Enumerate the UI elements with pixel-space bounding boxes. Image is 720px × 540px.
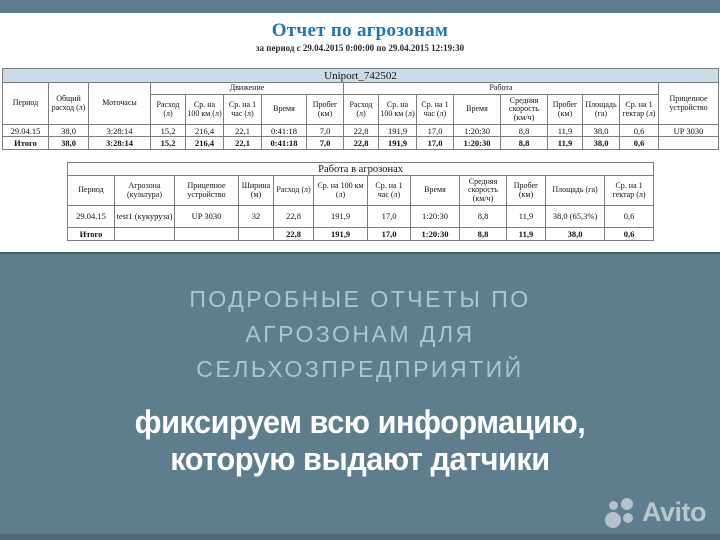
col-header: Моточасы — [89, 83, 151, 125]
hero-banner — [0, 252, 720, 540]
cell: 191,9 — [379, 125, 417, 137]
col-header: Ср. на 100 км (л) — [379, 95, 417, 125]
group-header-work: Работа — [344, 83, 659, 95]
table-row — [68, 206, 654, 228]
group-header-movement: Движение — [151, 83, 344, 95]
avito-wordmark: Avito — [642, 497, 706, 527]
cell: 11,9 — [548, 137, 583, 150]
cell: 3:28:14 — [89, 137, 151, 150]
col-header: Средняя скорость (км/ч) — [460, 176, 507, 206]
cell: 38,0 — [583, 125, 620, 137]
bottom-color-strip — [0, 534, 720, 540]
cell: Итого — [3, 137, 49, 150]
cell: 15,2 — [151, 125, 186, 137]
avito-circles-icon — [605, 498, 638, 528]
table-total-row — [68, 228, 654, 241]
cell: 22,8 — [344, 137, 379, 150]
cell: 17,0 — [368, 206, 411, 228]
col-header: Пробег (км) — [307, 95, 344, 125]
cell: 191,9 — [379, 137, 417, 150]
cell: test1 (кукуруза) — [115, 206, 175, 228]
col-header: Время — [454, 95, 501, 125]
col-header: Время — [411, 176, 460, 206]
cell: 22,8 — [274, 206, 314, 228]
cell: 7,0 — [307, 125, 344, 137]
col-header: Расход (л) — [274, 176, 314, 206]
vehicle-name-header: Uniport_742502 — [3, 69, 719, 83]
table-row — [3, 125, 719, 137]
cell: 11,9 — [548, 125, 583, 137]
cell: 17,0 — [417, 125, 454, 137]
vehicle-report-table — [2, 68, 719, 150]
col-header: Ср. на 1 гектар (л) — [620, 95, 659, 125]
cell: 29.04.15 — [68, 206, 115, 228]
table-row — [3, 69, 719, 83]
hero-slogan — [14, 404, 705, 478]
col-header: Агрозона (культура) — [115, 176, 175, 206]
cell: 17,0 — [368, 228, 411, 241]
cell: 38,0 — [583, 137, 620, 150]
col-header: Ширина (м) — [239, 176, 274, 206]
cell: 22,1 — [224, 125, 262, 137]
col-header: Прицепное устройство — [175, 176, 239, 206]
cell — [239, 228, 274, 241]
cell: 15,2 — [151, 137, 186, 150]
col-header: Расход (л) — [344, 95, 379, 125]
cell: 1:20:30 — [454, 137, 501, 150]
cell: 8,8 — [501, 125, 548, 137]
cell: 8,8 — [460, 228, 507, 241]
col-header: Прицепное устройство — [659, 83, 719, 125]
col-header: Ср. на 1 гектар (л) — [605, 176, 654, 206]
cell: 1:20:30 — [411, 228, 460, 241]
col-header: Площадь (га) — [583, 95, 620, 125]
table-row — [3, 83, 719, 95]
tagline-line: СЕЛЬХОЗПРЕДПРИЯТИЙ — [196, 356, 524, 382]
table-total-row — [3, 137, 719, 150]
report-title: Отчет по агрозонам — [271, 20, 449, 41]
table-row — [68, 163, 654, 176]
top-color-strip — [0, 0, 720, 13]
cell: 216,4 — [186, 125, 224, 137]
cell: 11,9 — [507, 206, 546, 228]
col-header: Период — [3, 83, 49, 125]
slogan-line: которую выдают датчики — [170, 441, 550, 477]
col-header: Период — [68, 176, 115, 206]
col-header: Общий расход (л) — [49, 83, 89, 125]
cell: 38,0 — [546, 228, 605, 241]
col-header: Ср. на 1 час (л) — [417, 95, 454, 125]
col-header: Расход (л) — [151, 95, 186, 125]
cell: 3:28:14 — [89, 125, 151, 137]
hero-tagline — [0, 282, 720, 387]
tagline-line: АГРОЗОНАМ ДЛЯ — [245, 321, 475, 347]
avito-logo — [605, 497, 706, 528]
report-panel — [0, 13, 720, 253]
cell: 38,0 — [49, 137, 89, 150]
cell: 29.04.15 — [3, 125, 49, 137]
cell: 8,8 — [460, 206, 507, 228]
cell: 0:41:18 — [262, 125, 307, 137]
slogan-line: фиксируем всю информацию, — [134, 404, 586, 440]
report-period-subtitle: за период с 29.04.2015 0:00:00 по 29.04.2015 12:19:30 — [255, 43, 465, 53]
table-row — [68, 176, 654, 206]
section-divider — [0, 252, 720, 254]
col-header: Ср. на 100 км (л) — [314, 176, 368, 206]
cell: 38,0 (65,3%) — [546, 206, 605, 228]
cell: 32 — [239, 206, 274, 228]
cell: 191,9 — [314, 206, 368, 228]
col-header: Средняя скорость (км/ч) — [501, 95, 548, 125]
cell: 0,6 — [605, 206, 654, 228]
cell: 216,4 — [186, 137, 224, 150]
cell: 22,8 — [274, 228, 314, 241]
cell: Итого — [68, 228, 115, 241]
cell: 0,6 — [620, 125, 659, 137]
cell: 22,1 — [224, 137, 262, 150]
cell: 1:20:30 — [411, 206, 460, 228]
cell — [659, 137, 719, 150]
cell: 11,9 — [507, 228, 546, 241]
col-header: Ср. на 1 час (л) — [224, 95, 262, 125]
col-header: Время — [262, 95, 307, 125]
cell: 0:41:18 — [262, 137, 307, 150]
col-header: Пробег (км) — [548, 95, 583, 125]
tagline-line: ПОДРОБНЫЕ ОТЧЕТЫ ПО — [189, 286, 531, 312]
cell: 1:20:30 — [454, 125, 501, 137]
cell: 8,8 — [501, 137, 548, 150]
cell — [175, 228, 239, 241]
col-header: Площадь (га) — [546, 176, 605, 206]
agrozone-work-table — [67, 162, 654, 241]
cell: 17,0 — [417, 137, 454, 150]
agrozone-table-title: Работа в агрозонах — [68, 163, 654, 176]
cell: 7,0 — [307, 137, 344, 150]
cell: UP 3030 — [175, 206, 239, 228]
col-header: Пробег (км) — [507, 176, 546, 206]
col-header: Ср. на 100 км (л) — [186, 95, 224, 125]
cell: 22,8 — [344, 125, 379, 137]
col-header: Ср. на 1 час (л) — [368, 176, 411, 206]
cell: 191,9 — [314, 228, 368, 241]
cell: 38,0 — [49, 125, 89, 137]
cell: UP 3030 — [659, 125, 719, 137]
cell — [115, 228, 175, 241]
cell: 0,6 — [605, 228, 654, 241]
cell: 0,6 — [620, 137, 659, 150]
